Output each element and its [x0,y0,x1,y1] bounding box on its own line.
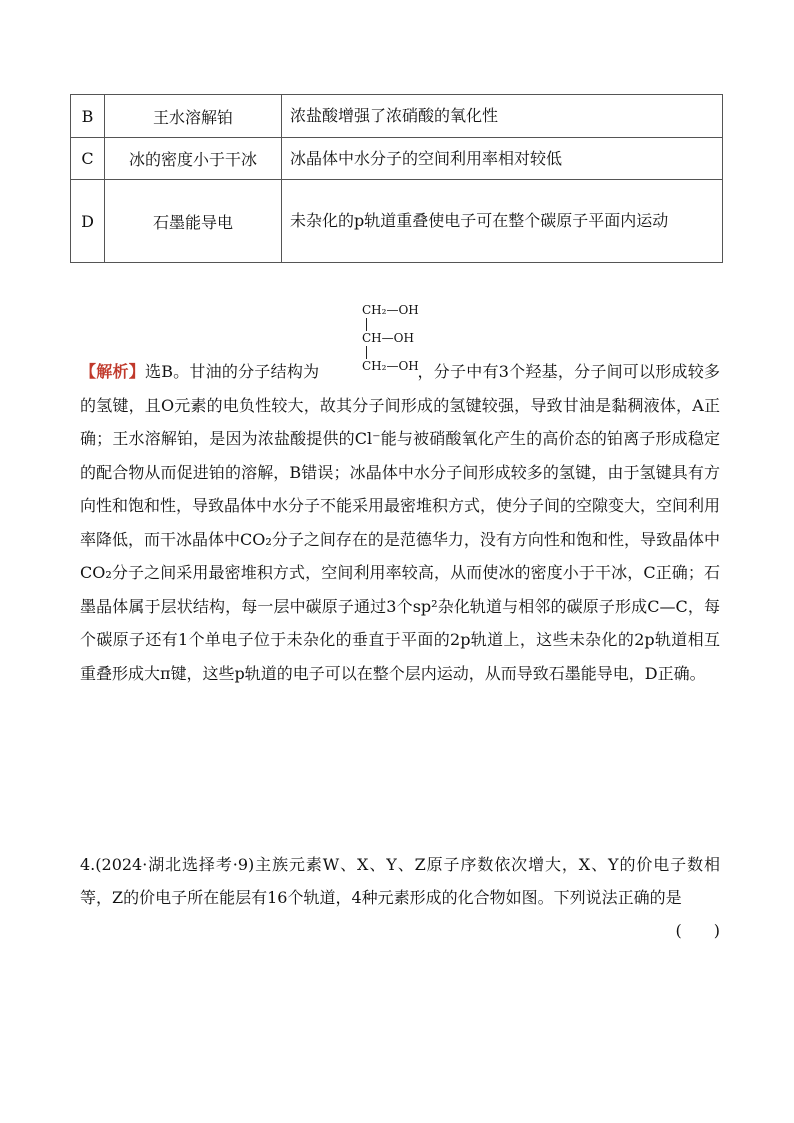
option-letter: B [71,95,105,138]
analysis-tag: 【解析】 [80,362,145,381]
option-reason: 冰晶体中水分子的空间利用率相对较低 [282,138,723,180]
option-letter: D [71,180,105,263]
option-letter: C [71,138,105,180]
formula-line-3: CH₂—OH [362,359,419,373]
option-reason: 未杂化的p轨道重叠使电子可在整个碳原子平面内运动 [282,180,723,263]
question-text: 4.(2024·湖北选择考·9)主族元素W、X、Y、Z原子序数依次增大，X、Y的价电子数相等，Z的价电子所在能层有16个轨道，4种元素形成的化合物如图。下列说法正确的是 [80,855,720,907]
analysis-body: ，分子中有3个羟基，分子间可以形成较多的氢键，且O元素的电负性较大，故其分子间形成的氢键较强，导致甘油是黏稠液体，A正确；王水溶解铂，是因为浓盐酸提供的Cl⁻能与被硝酸氧化产生的高价态的铂离子形成稳定的配合物从而促进铂的溶解，B错误；冰晶体中水分子间形成较多的氢键，由于氢键具有方向性和饱和性，导致晶体中水分子不能采用最密堆积方式，使分子间的空隙变大，空间利用率降低，而干冰晶体中CO₂分子之间存在的是范德华力，没有方向性和饱和性，导致晶体中CO₂分子之间采用最密堆积方式，空间利用率较高，从而使冰的密度小于干冰，C正确；石墨晶体属于层状结构，每一层中碳原子通过3个sp²杂化轨道与相邻的碳原子形成C—C，每个碳原子还有1个单电子位于未杂化的垂直于平面的2p轨道上，这些未杂化的2p轨道相互重叠形成大π键，这些p轨道的电子可以在整个层内运动，从而导致石墨能导电，D正确。 [80,362,721,683]
option-item: 王水溶解铂 [105,95,282,138]
option-row-b [71,95,723,138]
question-4 [80,848,720,947]
options-table [70,94,723,263]
option-row-c [71,138,723,180]
analysis-section [80,355,720,690]
option-item: 石墨能导电 [105,180,282,263]
option-item: 冰的密度小于干冰 [105,138,282,180]
answer-blank: ( ) [675,921,720,940]
formula-line-2: CH—OH [362,331,414,345]
analysis-paragraph [80,355,720,690]
question-text-paragraph [80,848,720,940]
option-reason: 浓盐酸增强了浓硝酸的氧化性 [282,95,723,138]
option-row-d [71,180,723,263]
analysis-intro: 选B。甘油的分子结构为 [144,362,320,381]
bond-line [366,318,367,331]
formula-line-1: CH₂—OH [362,303,419,317]
